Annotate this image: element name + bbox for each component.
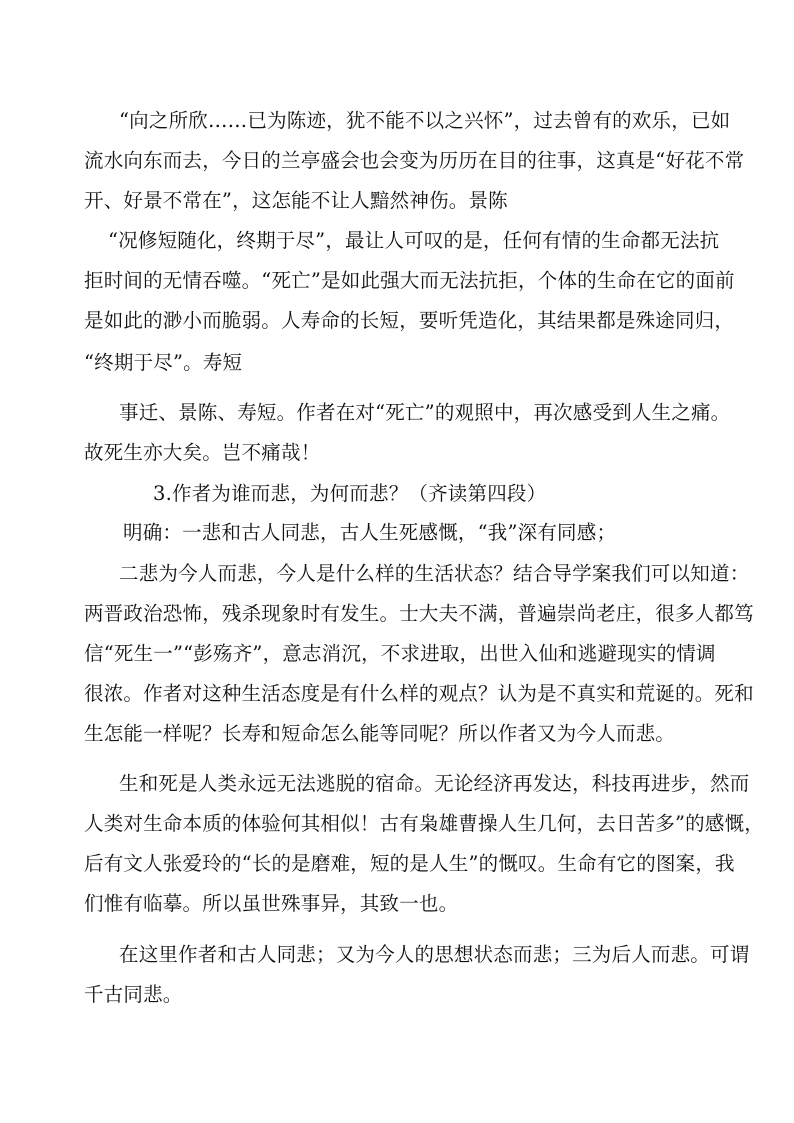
text-line: “向之所欣……已为陈迹，犹不能不以之兴怀”，过去曾有的欢乐，已如 <box>119 109 731 132</box>
text-line: 拒时间的无情吞噬。“死亡”是如此强大而无法抗拒，个体的生命在它的面前 <box>84 269 735 292</box>
text-line: 们惟有临摹。所以虽世殊事异，其致一也。 <box>84 892 459 915</box>
text-line: 开、好景不常在”，这怎能不让人黯然神伤。景陈 <box>84 189 508 212</box>
section-heading: 3.作者为谁而悲，为何而悲？（齐读第四段） <box>153 482 547 505</box>
text-line: 生怎能一样呢？长寿和短命怎么能等同呢？所以作者又为今人而悲。 <box>84 722 676 745</box>
text-line: 很浓。作者对这种生活态度是有什么样的观点？认为是不真实和荒诞的。死和 <box>84 682 754 705</box>
text-line: 生和死是人类永远无法逃脱的宿命。无论经济再发达，科技再进步，然而 <box>119 772 750 795</box>
text-line: 两晋政治恐怖，残杀现象时有发生。士大夫不满，普遍崇尚老庄，很多人都笃 <box>84 602 754 625</box>
text-line: 二悲为今人而悲，今人是什么样的生活状态？结合导学案我们可以知道： <box>119 562 750 585</box>
text-line: 是如此的渺小而脆弱。人寿命的长短，要听凭造化，其结果都是殊途同归， <box>84 309 735 332</box>
text-line: “况修短随化，终期于尽”，最让人可叹的是，任何有情的生命都无法抗 <box>108 229 720 252</box>
text-line: 故死生亦大矣。岂不痛哉！ <box>84 441 321 464</box>
text-line: 在这里作者和古人同悲；又为今人的思想状态而悲；三为后人而悲。可谓 <box>119 943 750 966</box>
text-line: 后有文人张爱玲的“长的是磨难，短的是人生”的慨叹。生命有它的图案，我 <box>84 852 735 875</box>
text-line: 信“死生一”“彭殇齐”，意志消沉，不求进取，出世入仙和逃避现实的情调 <box>84 642 716 665</box>
text-line: 流水向东而去，今日的兰亭盛会也会变为历历在目的往事，这真是“好花不常 <box>84 149 745 172</box>
text-line: 人类对生命本质的体验何其相似！古有枭雄曹操人生几何，去日苦多”的感慨， <box>84 812 764 835</box>
text-line: 千古同悲。 <box>84 983 183 1006</box>
text-line: “终期于尽”。寿短 <box>84 351 243 374</box>
text-line: 明确：一悲和古人同悲，古人生死感慨，“我”深有同感； <box>123 521 617 544</box>
text-line: 事迁、景陈、寿短。作者在对“死亡”的观照中，再次感受到人生之痛。 <box>119 401 731 424</box>
